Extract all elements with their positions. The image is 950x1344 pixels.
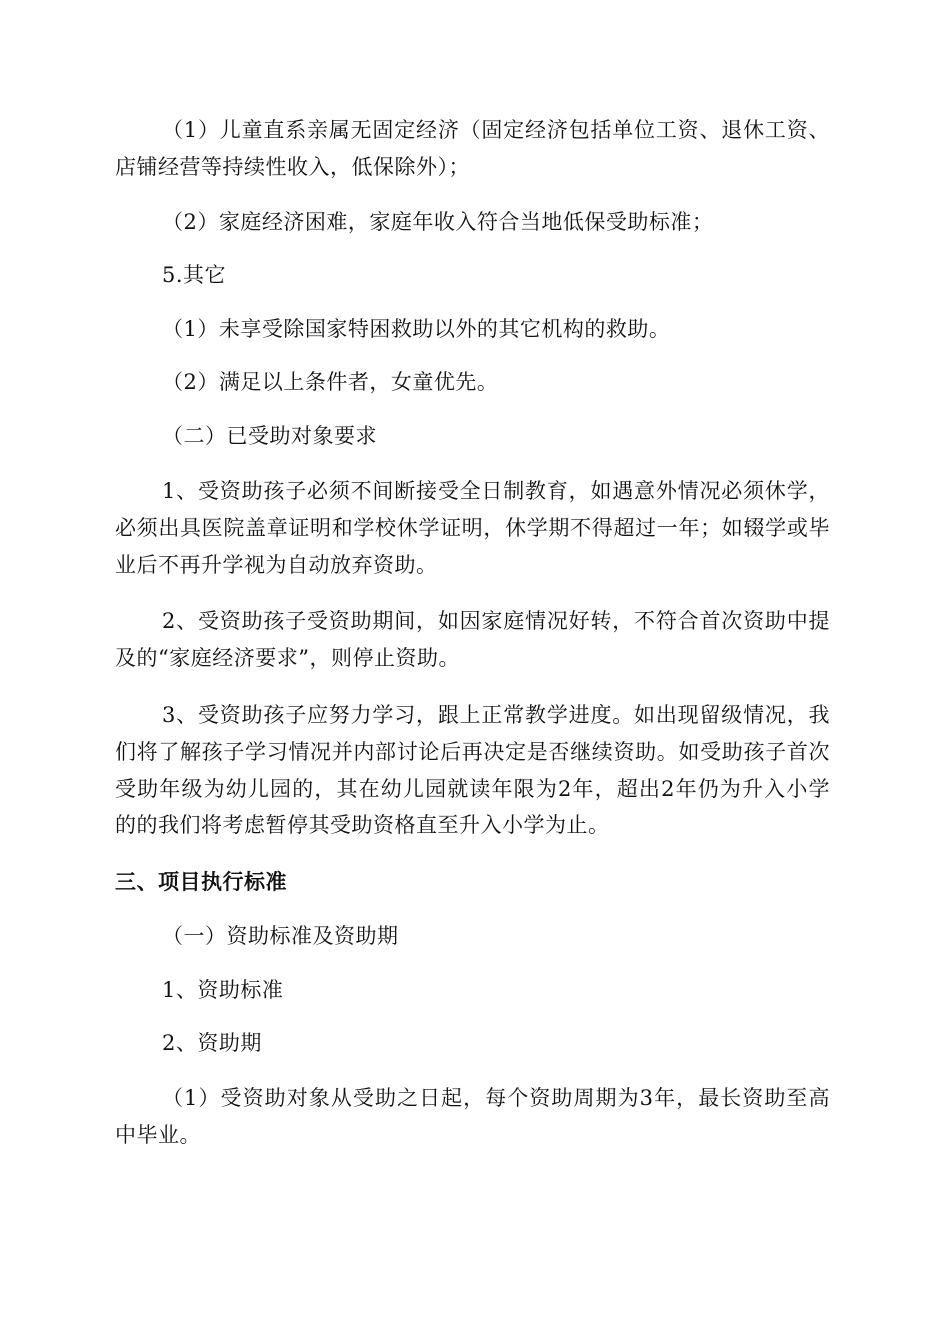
section-heading-execution-standard: 三、项目执行标准 — [115, 870, 287, 894]
paragraph-girls-priority: （2）满足以上条件者，女童优先。 — [162, 370, 499, 394]
paragraph-funding-cycle: （1）受资助对象从受助之日起，每个资助周期为3年，最长资助至高中毕业。 — [115, 1086, 830, 1147]
item-funding-period: 2、资助期 — [162, 1031, 262, 1055]
paragraph-stop-funding: 2、受资助孩子受资助期间，如因家庭情况好转，不符合首次资助中提及的“家庭经济要求”，则停止资助。 — [115, 609, 830, 670]
subsection-funding-standard-period: （一）资助标准及资助期 — [162, 924, 399, 948]
item-funding-standard: 1、资助标准 — [162, 978, 284, 1002]
paragraph-continuous-education: 1、受资助孩子必须不间断接受全日制教育，如遇意外情况必须休学，必须出具医院盖章证明和学校休学证明，休学期不得超过一年；如辍学或毕业后不再升学视为自动放弃资助。 — [115, 479, 830, 577]
section-other: 5.其它 — [162, 263, 227, 287]
paragraph-study-progress: 3、受资助孩子应努力学习，跟上正常教学进度。如出现留级情况，我们将了解孩子学习情况并内部讨论后再决定是否继续资助。如受助孩子首次受助年级为幼儿园的，其在幼儿园就读年限为2年，超出2年仍为升入小学的的我们将考虑暂停其受助资格直至升入小学为止。 — [115, 703, 830, 838]
paragraph-family-hardship: （2）家庭经济困难，家庭年收入符合当地低保受助标准； — [162, 210, 714, 234]
subsection-funded-requirements: （二）已受助对象要求 — [162, 424, 377, 448]
paragraph-no-fixed-income: （1）儿童直系亲属无固定经济（固定经济包括单位工资、退休工资、店铺经营等持续性收入，低保除外）； — [115, 118, 830, 179]
paragraph-no-other-aid: （1）未享受除国家特困救助以外的其它机构的救助。 — [162, 317, 671, 341]
